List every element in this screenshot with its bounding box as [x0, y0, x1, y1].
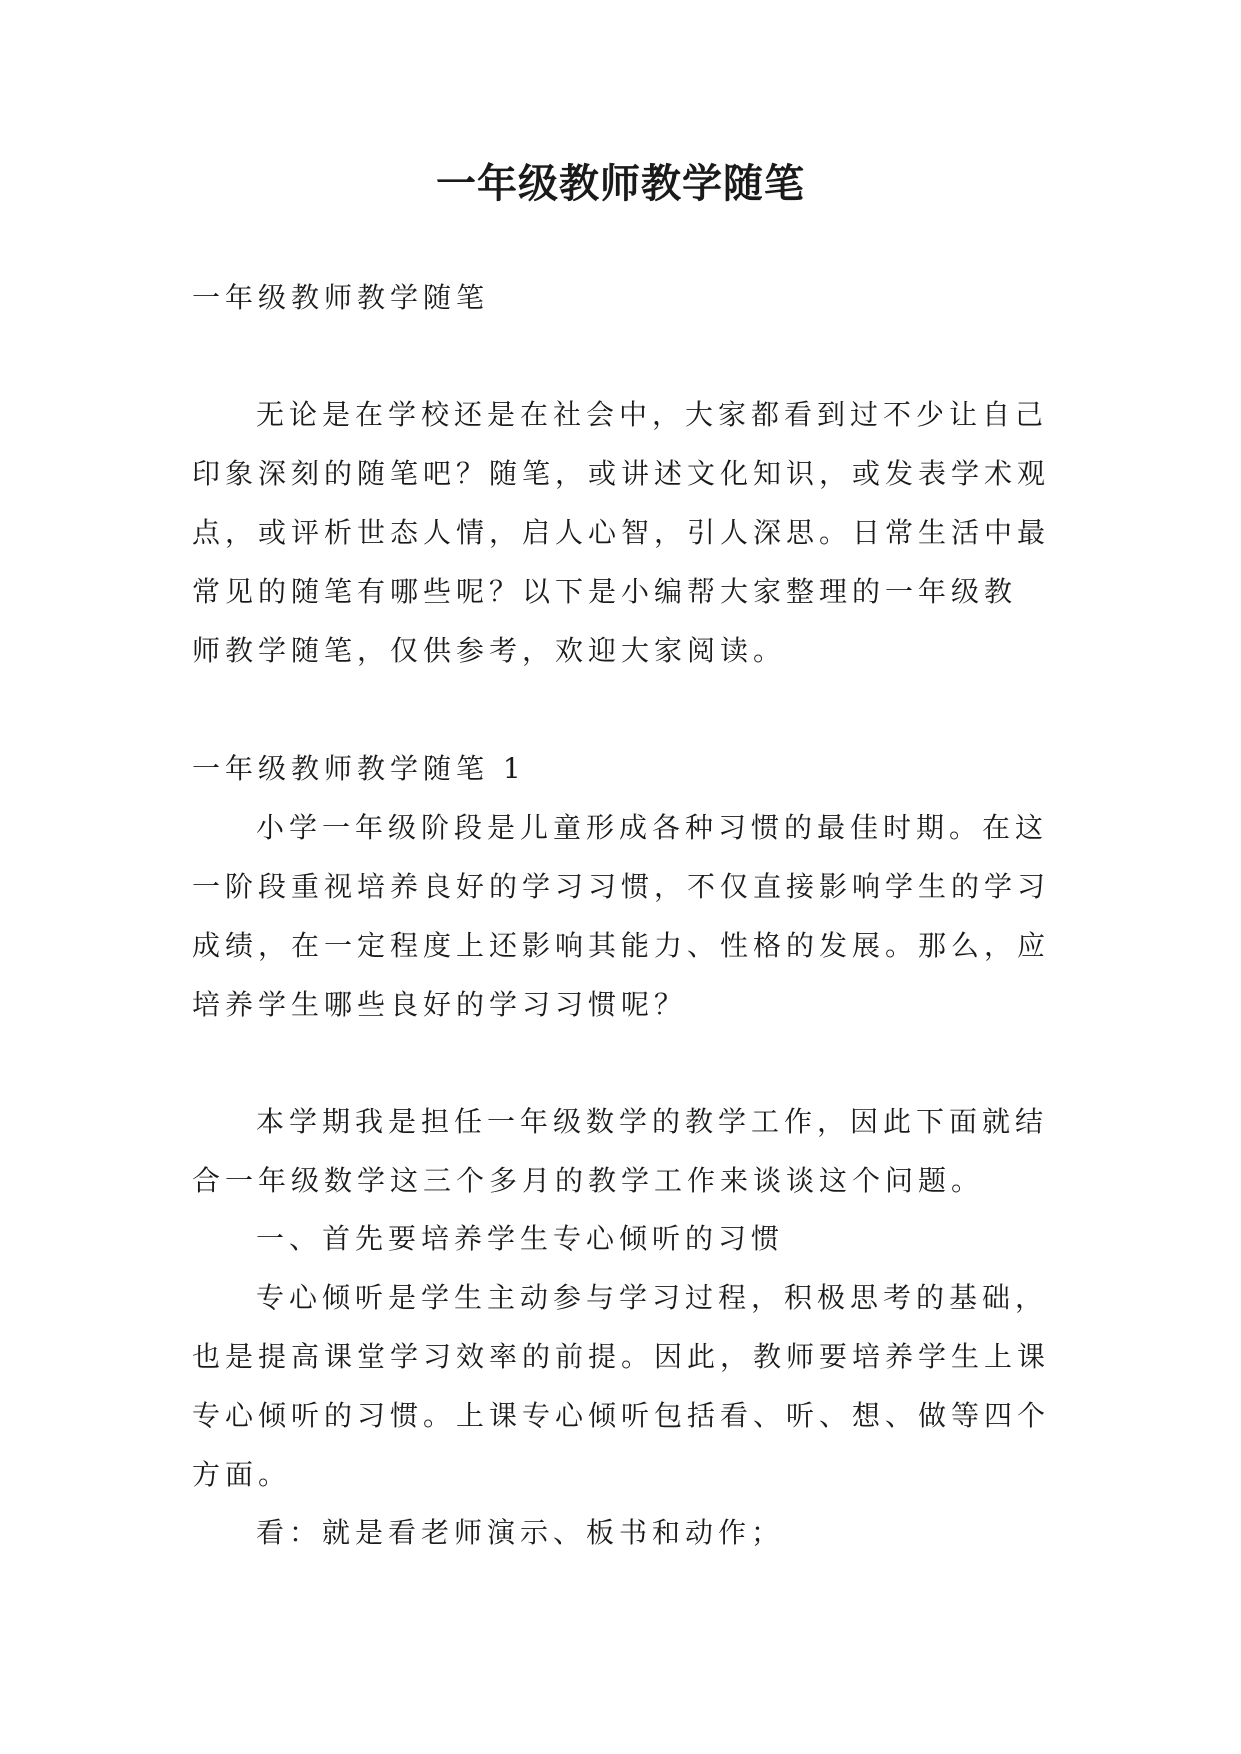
- paragraph-line: 合一年级数学这三个多月的教学工作来谈谈这个问题。: [192, 1164, 985, 1197]
- paragraph-line: 培养学生哪些良好的学习习惯呢？: [192, 988, 688, 1021]
- paragraph-line: 常见的随笔有哪些呢？以下是小编帮大家整理的一年级教: [192, 575, 1018, 608]
- subtitle-text: 一年级教师教学随笔: [192, 281, 490, 314]
- paragraph-line: 方面。: [192, 1458, 292, 1491]
- document-title: 一年级教师教学随笔: [436, 161, 805, 207]
- paragraph-line: 师教学随笔，仅供参考，欢迎大家阅读。: [192, 634, 787, 667]
- paragraph-line: 专心倾听是学生主动参与学习过程，积极思考的基础，: [256, 1281, 1049, 1314]
- intro-paragraph: [192, 385, 1052, 680]
- paragraph-1: [192, 798, 1052, 1034]
- paragraph-line: 一阶段重视培养良好的学习习惯，不仅直接影响学生的学习: [192, 870, 1051, 903]
- section-heading: [192, 739, 1052, 798]
- paragraph-line: 也是提高课堂学习效率的前提。因此，教师要培养学生上课: [192, 1340, 1051, 1373]
- paragraph-line: 无论是在学校还是在社会中，大家都看到过不少让自己: [256, 398, 1049, 431]
- paragraph-line: 专心倾听的习惯。上课专心倾听包括看、听、想、做等四个: [192, 1399, 1051, 1432]
- paragraph-line: 印象深刻的随笔吧？随笔，或讲述文化知识，或发表学术观: [192, 457, 1051, 490]
- paragraph-2: [192, 1092, 1052, 1210]
- paragraph-3: [192, 1268, 1052, 1504]
- point-1-heading: [192, 1209, 1052, 1268]
- point-heading-text: 一、首先要培养学生专心倾听的习惯: [256, 1222, 785, 1255]
- paragraph-line: 成绩，在一定程度上还影响其能力、性格的发展。那么，应: [192, 929, 1051, 962]
- paragraph-4: [192, 1503, 1052, 1562]
- paragraph-line: 本学期我是担任一年级数学的教学工作，因此下面就结: [256, 1105, 1049, 1138]
- paragraph-line: 看：就是看老师演示、板书和动作；: [256, 1516, 785, 1549]
- paragraph-line: 点，或评析世态人情，启人心智，引人深思。日常生活中最: [192, 516, 1051, 549]
- document-subtitle: [192, 268, 1052, 327]
- section-heading-text: 一年级教师教学随笔 1: [192, 752, 526, 785]
- paragraph-line: 小学一年级阶段是儿童形成各种习惯的最佳时期。在这: [256, 811, 1049, 844]
